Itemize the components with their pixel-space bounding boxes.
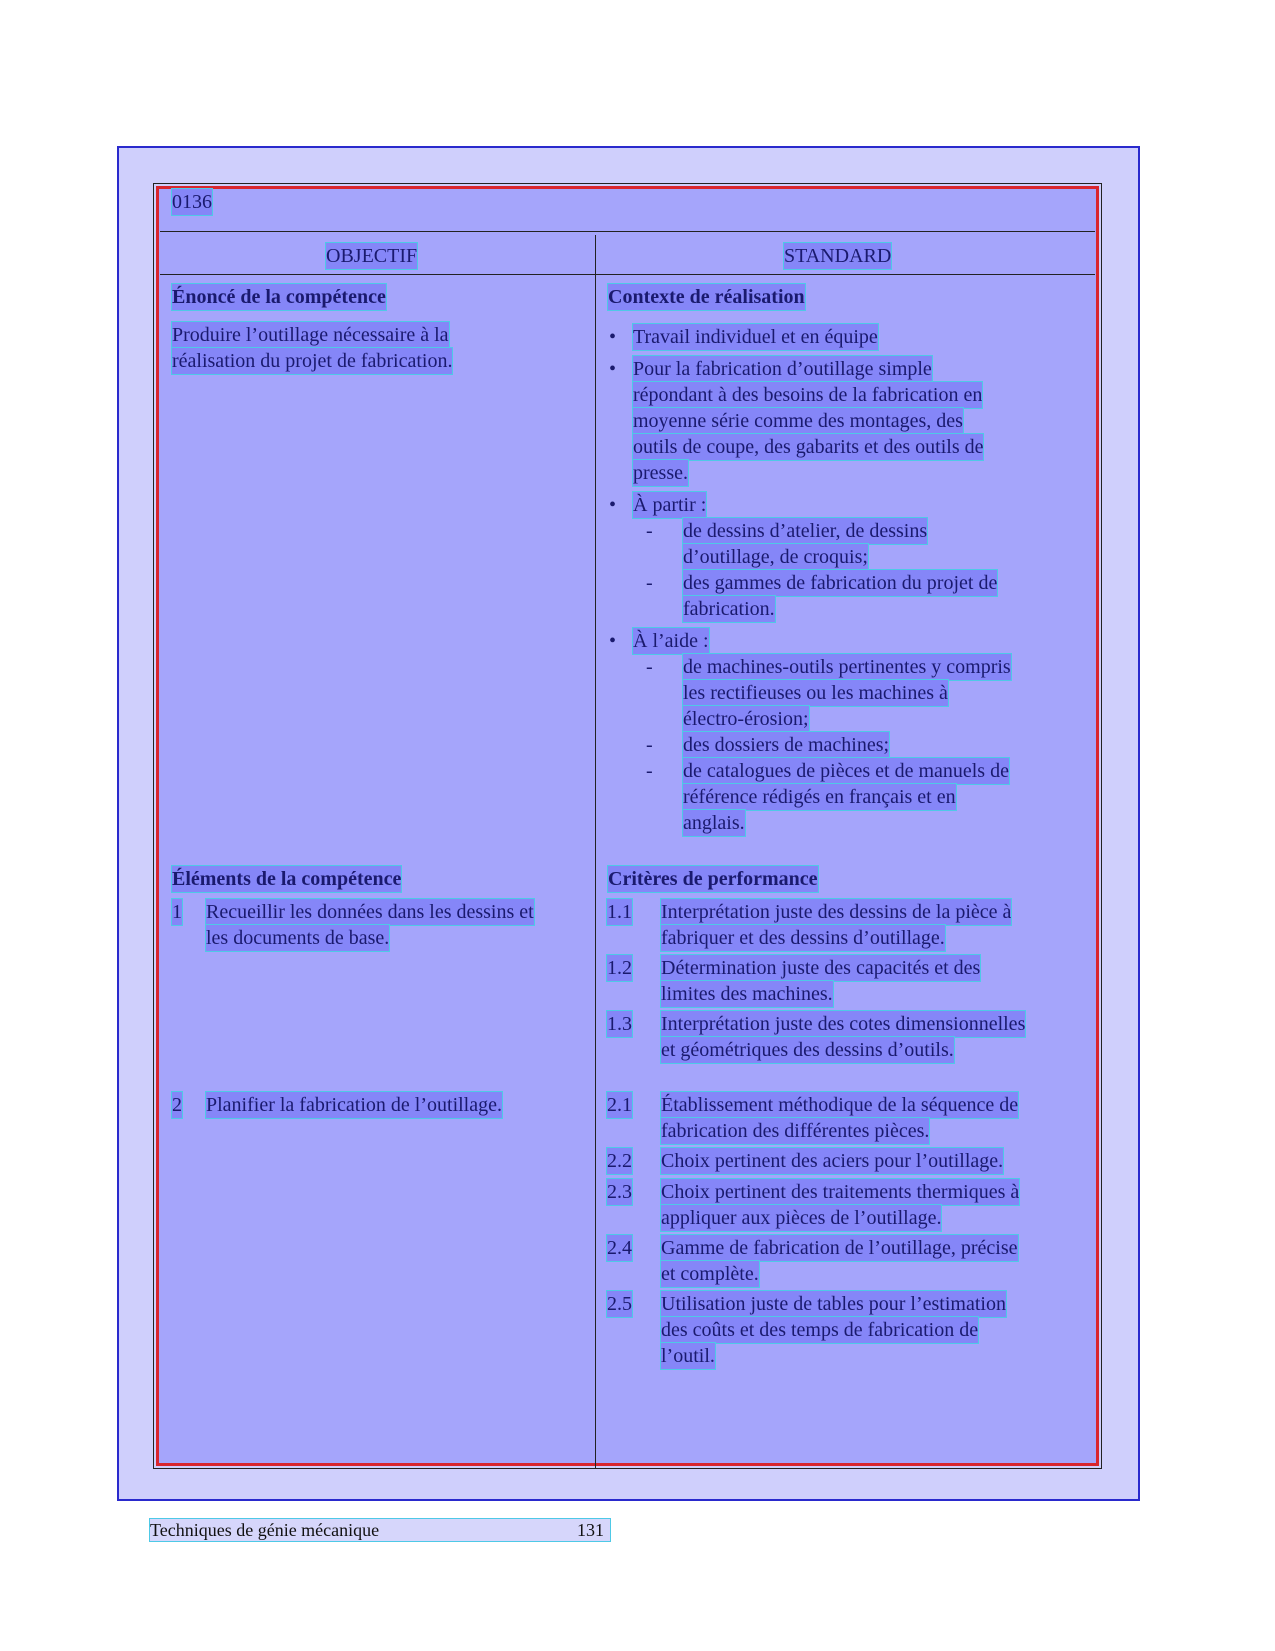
competency-table [156,186,1099,1466]
header-standard: STANDARD [784,245,892,267]
dash-icon: - [646,656,653,678]
footer-title: Techniques de génie mécanique [150,1520,380,1540]
bullet-icon: • [609,630,617,652]
dash-icon: - [646,734,653,756]
column-divider [595,235,596,1468]
bullet-icon: • [609,358,617,380]
page-number: 131 [577,1520,604,1540]
dash-icon: - [646,760,653,782]
divider-top [160,231,1095,232]
header-objectif: OBJECTIF [326,245,418,267]
dash-icon: - [646,520,653,542]
bullet-icon: • [609,494,617,516]
enonce-heading: Énoncé de la compétence [172,286,386,308]
criteres-heading: Critères de performance [608,868,818,890]
contexte-heading: Contexte de réalisation [608,286,805,308]
page-footer [150,1519,610,1541]
enonce-line: réalisation du projet de fabrication. [172,350,453,372]
dash-icon: - [646,572,653,594]
bullet-icon: • [609,326,617,348]
enonce-line: Produire l’outillage nécessaire à la [172,324,449,346]
divider-header [160,274,1095,275]
elements-heading: Éléments de la compétence [172,868,402,890]
competency-code: 0136 [172,191,212,213]
